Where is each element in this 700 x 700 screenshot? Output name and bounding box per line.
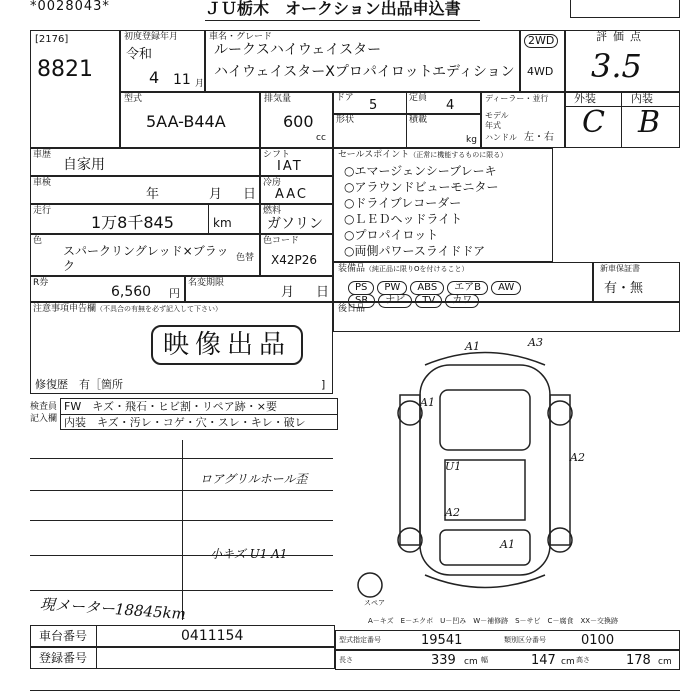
warranty-label: 新車保証書 [600,264,640,273]
name-change-label: 名変期限 [188,278,225,288]
sales-points-box [333,148,553,262]
fuel-value: ガソリン [267,216,323,232]
history-box [30,148,260,176]
repair-value: 有［箇所 [79,378,123,391]
registration-label: 初度登録年月 [124,32,179,42]
inspector-row-2: 内装 キズ・汚レ・コゲ・穴・スレ・キレ・破レ [64,416,306,429]
damage-mark-rear-left: A2 [445,506,460,519]
color-code-label: 色コード [263,236,300,246]
model-year-label: モデル年式 [485,111,509,130]
damage-mark-left-door: A1 [420,396,435,409]
color-code-box [260,234,333,276]
width-value: 147 [531,653,556,668]
recycle-value: 6,560 [111,284,152,300]
door-value: 5 [369,98,378,113]
front-bumper-outline [425,353,545,366]
sales-point-item: ○アラウンドビューモニター [344,180,499,194]
class-label: 類別区分番号 [504,636,546,644]
equipment-item: エアB [447,281,488,295]
mileage-divider [208,205,209,233]
model-box [120,92,260,148]
recycle-box [30,276,185,302]
score-label: 評価点 [596,30,647,43]
drive-2wd: 2WD [524,34,558,48]
dealer-label: ディーラー・並行 [485,94,549,103]
displacement-label: 排気量 [264,94,292,104]
aircon-value: AAC [275,187,308,202]
car-damage-diagram [340,335,680,620]
sales-points-list [344,163,498,259]
equipment-label: 装備品 [338,264,366,274]
remarks-label: 後日品 [338,304,366,314]
length-unit: cm [464,657,478,667]
height-value: 178 [626,653,651,668]
aircon-box [260,176,333,204]
inspector-check-box [60,398,338,430]
mileage-value: 1万8千845 [91,213,174,232]
handwritten-note-2: 小キズ U1 A1 [210,547,288,561]
lot-box [30,30,120,148]
handwritten-odometer: 現メーター18845km [39,594,187,624]
handwritten-note-1: ロアグリルホール歪 [200,472,308,486]
color-change-label: 色替 [236,253,255,263]
exterior-label: 外装 [574,92,596,105]
height-unit: cm [658,657,672,667]
sales-point-item: ○両側パワースライドドア [344,244,486,258]
damage-mark-left-rear: U1 [445,460,462,473]
length-value: 339 [431,653,456,668]
damage-mark-front-bumper-left: A1 [465,340,480,353]
type-spec-value: 19541 [421,633,463,648]
handle-label: ハンドル [485,133,517,142]
serial-number: *0028043* [30,0,110,14]
notes-hint: （不具合の有無を必ず記入して下さい） [96,305,223,313]
memo-divider [182,440,183,620]
vehicle-grade: ハイウェイスターXプロパイロットエディション [214,64,515,80]
displacement-unit: cc [316,133,326,143]
registration-era: 令和 [126,47,153,62]
color-label: 色 [33,236,43,246]
loading-label: 積載 [409,115,428,125]
wheel-rear-left [398,528,422,552]
registration-box [120,30,205,92]
inspector-row-1: FW キズ・飛石・ヒビ割・リペア跡・×要 [64,400,277,413]
score-box [565,30,680,92]
damage-mark-rear-right: A1 [500,538,515,551]
sales-points-label: セールスポイント [338,150,410,160]
wheel-rear-right [548,528,572,552]
damage-mark-right-door: A2 [570,451,585,464]
lot-number: 8821 [37,57,93,82]
inspector-label-2: 記入欄 [30,414,58,424]
shift-label: シフト [263,150,291,160]
spare-tire [358,573,382,597]
left-side-panel [400,395,420,545]
aircon-label: 冷房 [263,178,282,188]
interior-label: 内装 [631,92,653,105]
inspection-year: 年 [146,187,160,202]
mileage-label: 走行 [33,206,52,216]
car-number-divider [96,626,97,646]
height-label: 高さ [576,656,590,664]
inspection-box [30,176,260,204]
video-stamp: 映像出品 [151,325,303,365]
registration-number-divider [96,648,97,668]
interior-grade: B [638,105,661,140]
type-spec-box [335,630,680,650]
notes-label: 注意事項申告欄 [33,304,97,314]
vehicle-name: ルークスハイウェイスター [214,42,382,58]
car-number-label: 車台番号 [39,629,88,643]
recycle-unit: 円 [169,287,180,300]
wheel-front-right [548,401,572,425]
car-number-box [30,625,335,647]
mileage-unit: km [213,216,232,230]
name-change-month: 月 [281,285,295,300]
model-value: 5AA-B44A [146,112,226,131]
equipment-item: PS [348,281,374,295]
damage-mark-front-bumper-right: A3 [528,336,543,349]
vehicle-name-box [205,30,520,92]
spare-label: スペア [364,599,385,607]
type-spec-label: 型式指定番号 [339,636,381,644]
notes-heading [33,304,222,314]
header-rule [205,20,480,21]
color-value: スパークリングレッド×ブラック [63,244,229,273]
footer-rule [30,690,680,691]
length-label: 長さ [339,656,353,664]
fuel-label: 燃料 [263,206,282,216]
condition-box [565,92,680,148]
width-unit: cm [561,657,575,667]
sales-point-item: ○ＬＥＤヘッドライト [344,212,463,226]
equipment-heading [338,264,469,274]
displacement-box [260,92,333,148]
right-side-panel [550,395,570,545]
warranty-box [593,262,680,302]
form-title: ＪＵ栃木 オークション出品申込書 [205,0,461,18]
sales-point-item: ○プロパイロット [344,228,439,242]
equipment-item: SR [348,294,375,308]
notes-box [30,302,333,394]
sales-point-item: ○ドライブレコーダー [344,196,462,210]
fuel-box [260,204,333,234]
registration-year: 4 [149,68,160,87]
door-divider [406,93,407,113]
equipment-item: PW [377,281,407,295]
class-value: 0100 [581,633,615,648]
capacity-value: 4 [446,98,455,113]
warranty-value: 有・無 [604,281,644,296]
shape-loading-box [333,114,481,148]
sales-points-heading [338,150,507,160]
rear-bumper-outline [425,575,545,588]
drive-box [520,30,565,92]
loading-unit: kg [466,135,477,145]
registration-month: 11 [173,72,191,88]
score-value: 3.5 [591,47,642,85]
condition-divider [621,93,622,147]
equipment-item: カワ [445,294,479,308]
dimensions-box [335,650,680,670]
wheel-front-left [398,401,422,425]
lot-code: [2176] [35,34,69,45]
exterior-grade: C [582,105,605,140]
width-label: 幅 [481,656,488,664]
registration-number-box [30,647,335,669]
equipment-item: ナビ [378,294,412,308]
remarks-box [333,302,680,332]
door-label: ドア [336,93,354,103]
equipment-item: AW [491,281,521,295]
shape-label: 形状 [336,115,355,125]
color-code-value: X42P26 [271,253,317,267]
recycle-label: R券 [33,278,49,288]
vehicle-name-label: 車名・グレード [209,32,273,42]
repair-close: ] [321,378,326,391]
equipment-note: （純正品に限りOを付けること） [365,265,469,273]
history-value: 自家用 [63,157,105,173]
name-change-box [185,276,333,302]
displacement-value: 600 [283,112,314,131]
shift-box [260,148,333,176]
equipment-item: ABS [410,281,444,295]
damage-legend: A－キズ E－エクボ U－凹み W－補修跡 S－サビ C－腐食 XX－交換跡 [368,617,619,625]
windshield-outline [440,390,530,450]
sales-points-note: （正常に機能するものに限る） [409,151,508,159]
mileage-box [30,204,260,234]
registration-month-unit: 月 [195,79,205,89]
door-capacity-box [333,92,481,114]
inspection-label: 車検 [33,178,52,188]
inspector-label: 検査員 [30,402,58,412]
model-label: 型式 [124,94,143,104]
drive-4wd: 4WD [527,65,554,78]
inspection-day: 日 [243,187,257,202]
color-box [30,234,260,276]
header-box-right [570,0,680,18]
equipment-box [333,262,593,306]
sales-point-item: ○エマージェンシーブレーキ [344,164,497,178]
repair-label: 修復歴 [35,378,68,391]
history-label: 車歴 [33,150,52,160]
registration-number-label: 登録番号 [39,651,88,665]
shift-value: IAT [277,159,303,174]
rear-window-outline [440,530,530,565]
handle-value: 左・右 [524,132,554,143]
name-change-day: 日 [316,285,330,300]
equipment-item: TV [415,294,442,308]
dealer-box [481,92,565,148]
shape-divider [406,115,407,147]
car-number-value: 0411154 [181,628,244,644]
capacity-label: 定員 [409,93,428,103]
inspection-month: 月 [209,187,223,202]
